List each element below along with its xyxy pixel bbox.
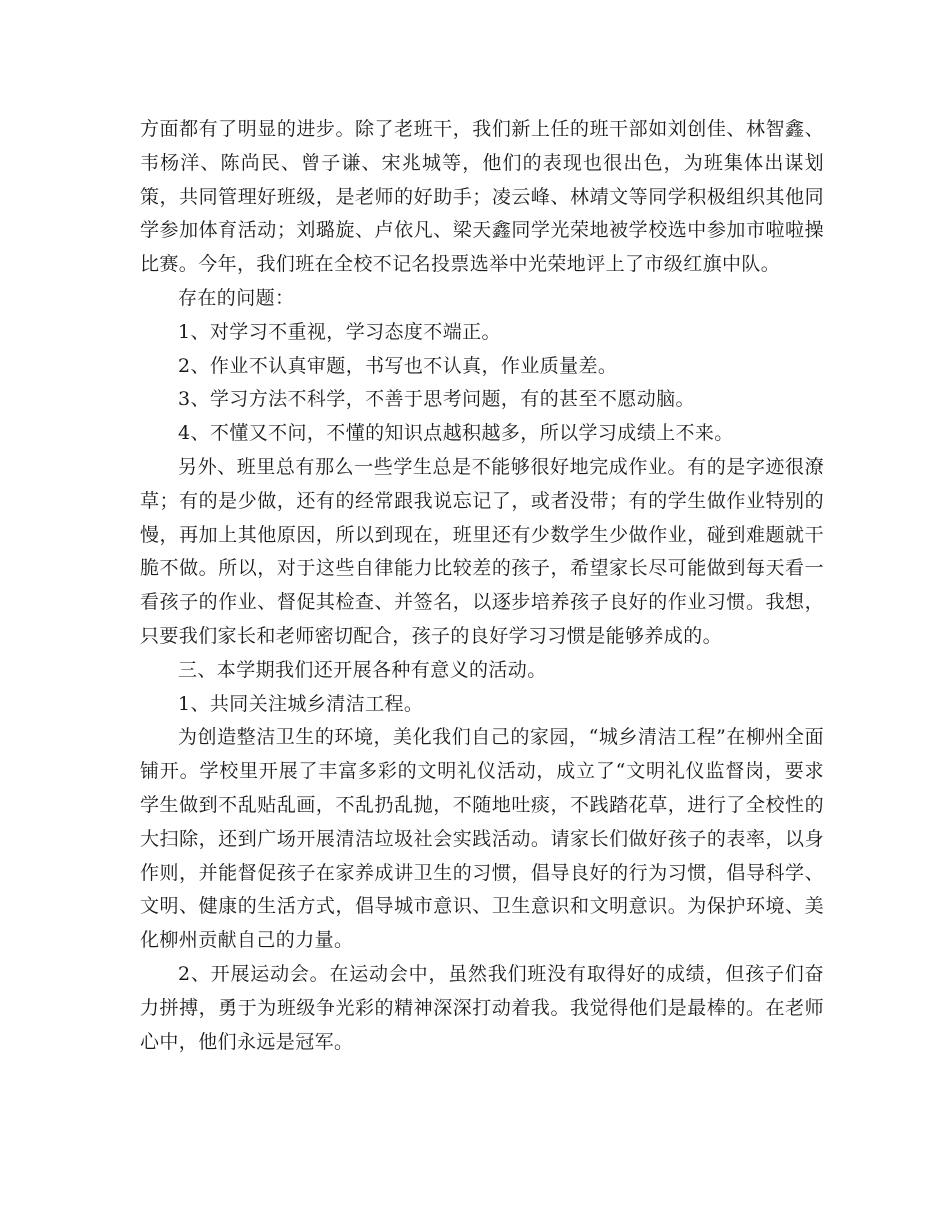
paragraph-problems-heading: 存在的问题： [178,286,295,309]
document-body [140,113,824,1059]
paragraph-progress: 方面都有了明显的进步。除了老班干，我们新上任的班干部如刘创佳、林智鑫、韦杨洋、陈尚民、曾子谦、宋兆城等，他们的表现也很出色，为班集体出谋划策，共同管理好班级，是老师的好助手；凌云峰、林靖文等同学积极组织其他同学参加体育活动；刘璐旋、卢依凡、梁天鑫同学光荣地被学校选中参加市啦啦操比赛。今年，我们班在全校不记名投票选举中光荣地评上了市级红旗中队。 [140,118,824,276]
paragraph-activities-heading: 三、本学期我们还开展各种有意义的活动。 [178,658,547,681]
paragraph-problem-3: 3、学习方法不科学，不善于思考问题，有的甚至不愿动脑。 [178,388,695,411]
paragraph-activity-1-title: 1、共同关注城乡清洁工程。 [178,692,424,715]
paragraph-problem-1: 1、对学习不重视，学习态度不端正。 [178,320,501,343]
paragraph-homework: 另外、班里总有那么一些学生总是不能够很好地完成作业。有的是字迹很潦草；有的是少做，还有的经常跟我说忘记了，或者没带；有的学生做作业特别的慢，再加上其他原因，所以到现在，班里还有少数学生少做作业，碰到难题就干脆不做。所以，对于这些自律能力比较差的孩子，希望家长尽可能做到每天看一看孩子的作业、督促其检查、并签名，以逐步培养孩子良好的作业习惯。我想，只要我们家长和老师密切配合，孩子的良好学习习惯是能够养成的。 [140,455,824,647]
paragraph-problem-2: 2、作业不认真审题，书写也不认真，作业质量差。 [178,354,618,377]
paragraph-activity-1-body: 为创造整洁卫生的环境，美化我们自己的家园，“城乡清洁工程”在柳州全面铺开。学校里开展了丰富多彩的文明礼仪活动，成立了“文明礼仪监督岗，要求学生做到不乱贴乱画，不乱扔乱抛，不随地吐痰，不践踏花草，进行了全校性的大扫除，还到广场开展清洁垃圾社会实践活动。请家长们做好孩子的表率，以身作则，并能督促孩子在家养成讲卫生的习惯，倡导良好的行为习惯，倡导科学、文明、健康的生活方式，倡导城市意识、卫生意识和文明意识。为保护环境、美化柳州贡献自己的力量。 [140,726,824,952]
paragraph-activity-2: 2、开展运动会。在运动会中，虽然我们班没有取得好的成绩，但孩子们奋力拼搏，勇于为班级争光彩的精神深深打动着我。我觉得他们是最棒的。在老师心中，他们永远是冠军。 [140,962,824,1053]
paragraph-problem-4: 4、不懂又不问，不懂的知识点越积越多，所以学习成绩上不来。 [178,422,734,445]
